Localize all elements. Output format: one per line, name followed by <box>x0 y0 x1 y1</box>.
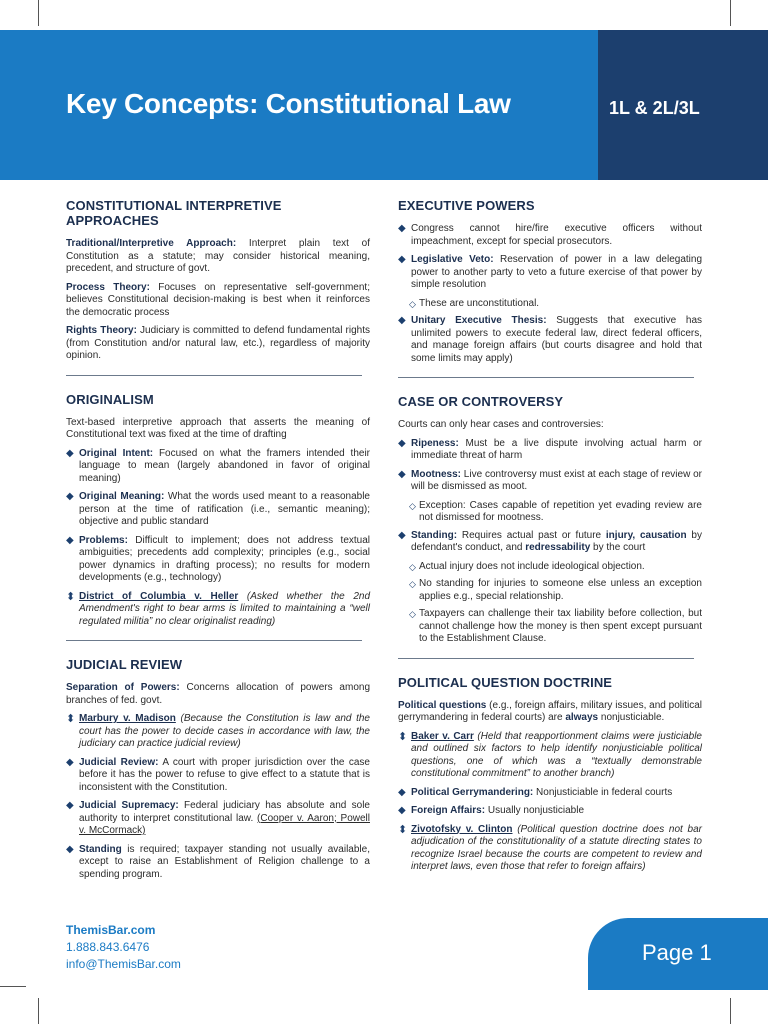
bullet-item: ◆ Standing is required; taxpayer standing not usually available, except to raise an Establishment of Religion challenge to a spending program. <box>66 844 370 882</box>
case-item: ⬍ Marbury v. Madison (Because the Constitution is law and the court has the power to decide cases in accordance with law, the judiciary can practice judicial review) <box>66 713 370 751</box>
email-link[interactable]: info@ThemisBar.com <box>66 957 181 971</box>
case-item: ⬍ Baker v. Carr (Held that reapportionment claims were justiciable and outlined six factors to help identify nonjusticiable political questions, one of which was a “textually demonstrable constitutional commitment” to another branch) <box>398 731 702 781</box>
section-executive-powers <box>398 198 702 365</box>
left-column <box>66 198 370 887</box>
paragraph: Traditional/Interpretive Approach: Interpret plain text of Constitution as a statute; may consider historical meaning, precedent, and structure of govt. <box>66 238 370 274</box>
crop-mark <box>38 0 39 26</box>
section-heading: EXECUTIVE POWERS <box>398 198 535 213</box>
case-link[interactable]: District of Columbia v. Heller <box>79 590 239 602</box>
bullet-item: ◆ Mootness: Live controversy must exist at each stage of review or will be dismissed as moot. <box>398 469 702 494</box>
sub-bullet-item: ◇ Taxpayers can challenge their tax liability before collection, but cannot challenge how the money is then spent except pursuant to the Establishment Clause. <box>398 608 702 646</box>
paragraph: Text-based interpretive approach that asserts the meaning of Constitutional text was fixed at the time of drafting <box>66 416 370 440</box>
bullet-item: ◆ Congress cannot hire/fire executive officers without impeachment, except for special prosecutors. <box>398 223 702 248</box>
bullet-item: ◆ Unitary Executive Thesis: Suggests that executive has unlimited powers to execute federal law, direct federal officers, and manage foreign affairs (but courts disagree and hold that some limits may apply) <box>398 315 702 365</box>
paragraph: Political questions (e.g., foreign affairs, military issues, and political gerrymandering in federal courts) are always nonjusticiable. <box>398 699 702 723</box>
bullet-item: ◆ Judicial Supremacy: Federal judiciary has absolute and sole authority to interpret constitutional law. (Cooper v. Aaron; Powell v. McCormack) <box>66 800 370 838</box>
section-judicial-review <box>66 657 370 881</box>
paragraph: Process Theory: Focuses on representative self-government; believes Constitutional decision-making is best when it reinforces the democratic process <box>66 281 370 318</box>
case-link[interactable]: Marbury v. Madison <box>79 713 176 724</box>
section-divider <box>66 640 362 641</box>
sub-bullet-item: ◇ No standing for injuries to someone else unless an exception applies e.g., special relationship. <box>398 578 702 603</box>
bullet-item: ◆ Judicial Review: A court with proper jurisdiction over the case before it has the power to refuse to give effect to a statute that is inconsistent with the Constitution. <box>66 757 370 795</box>
section-heading: POLITICAL QUESTION DOCTRINE <box>398 674 613 690</box>
bullet-item: ◆ Problems: Difficult to implement; does not address textual ambiguities; precedents add complexity; principles (e.g., social power dynamics in drafting process); no results for modern developments (e.g., technology) <box>66 535 370 585</box>
section-heading: CASE OR CONTROVERSY <box>398 394 564 409</box>
section-divider <box>398 377 694 378</box>
right-column <box>398 198 702 880</box>
paragraph: Separation of Powers: Concerns allocation of powers among branches of fed. govt. <box>66 682 370 706</box>
sub-bullet-item: ◇ Exception: Cases capable of repetition yet evading review are not dismissed for mootness. <box>398 500 702 525</box>
case-item: ⬍ Zivotofsky v. Clinton (Political question doctrine does not bar adjudication of the constitutionality of a statute directing states to recognize Israel because the courts are competent to review and interpret laws, even those that refer to foreign affairs) <box>398 824 702 874</box>
phone-link[interactable]: 1.888.843.6476 <box>66 940 150 954</box>
bullet-item: ◆ Original Meaning: What the words used meant to a reasonable person at the time of ratification (i.e., semantic meaning); objective and public standard <box>66 491 370 529</box>
section-divider <box>398 658 694 659</box>
page-title: Key Concepts: Constitutional Law <box>66 88 511 119</box>
footer-contact <box>66 922 181 973</box>
page-number: Page 1 <box>642 940 712 965</box>
section-heading: ORIGINALISM <box>66 391 154 407</box>
paragraph: Rights Theory: Judiciary is committed to defend fundamental rights (from Constitution and/or natural law, etc.), regardless of majority opinion. <box>66 325 370 361</box>
bullet-item: ◆ Ripeness: Must be a live dispute involving actual harm or immediate threat of harm <box>398 438 702 463</box>
bullet-item: ◆ Legislative Veto: Reservation of power in a law delegating power to another party to veto a future exercise of that power by simple resolution <box>398 254 702 292</box>
bullet-item: ◆ Political Gerrymandering: Nonjusticiable in federal courts <box>398 787 702 800</box>
crop-mark <box>730 0 731 26</box>
case-link[interactable]: Baker v. Carr <box>411 730 474 742</box>
section-heading: JUDICIAL REVIEW <box>66 657 183 672</box>
case-link[interactable]: (Cooper v. Aaron; Powell v. McCormack) <box>79 812 370 836</box>
case-item: ⬍ District of Columbia v. Heller (Asked whether the 2nd Amendment's right to bear arms is limited to maintaining a “well regulated militia” no clear originalist reading) <box>66 591 370 629</box>
bullet-item: ◆ Foreign Affairs: Usually nonjusticiable <box>398 805 702 818</box>
section-heading: CONSTITUTIONAL INTERPRETIVE APPROACHES <box>66 198 282 228</box>
case-link[interactable]: Zivotofsky v. Clinton <box>411 823 513 835</box>
level-label: 1L & 2L/3L <box>609 98 700 118</box>
crop-mark <box>730 998 731 1024</box>
section-political-question <box>398 675 702 874</box>
paragraph: Courts can only hear cases and controversies: <box>398 419 604 430</box>
sub-bullet-item: ◇ Actual injury does not include ideological objection. <box>398 561 702 574</box>
section-interpretive-approaches <box>66 198 370 363</box>
crop-mark <box>0 986 26 987</box>
section-divider <box>66 375 362 376</box>
crop-mark <box>38 998 39 1024</box>
section-originalism <box>66 392 370 629</box>
bullet-item: ◆ Original Intent: Focused on what the framers intended their language to mean (largely abandoned in favor of original meaning) <box>66 448 370 486</box>
website-link[interactable]: ThemisBar.com <box>66 923 156 937</box>
bullet-item: ◆ Standing: Requires actual past or future injury, causation by defendant's conduct, and redressability by the court <box>398 530 702 555</box>
section-case-or-controversy <box>398 394 702 646</box>
sub-bullet-item: ◇ These are unconstitutional. <box>398 298 702 311</box>
